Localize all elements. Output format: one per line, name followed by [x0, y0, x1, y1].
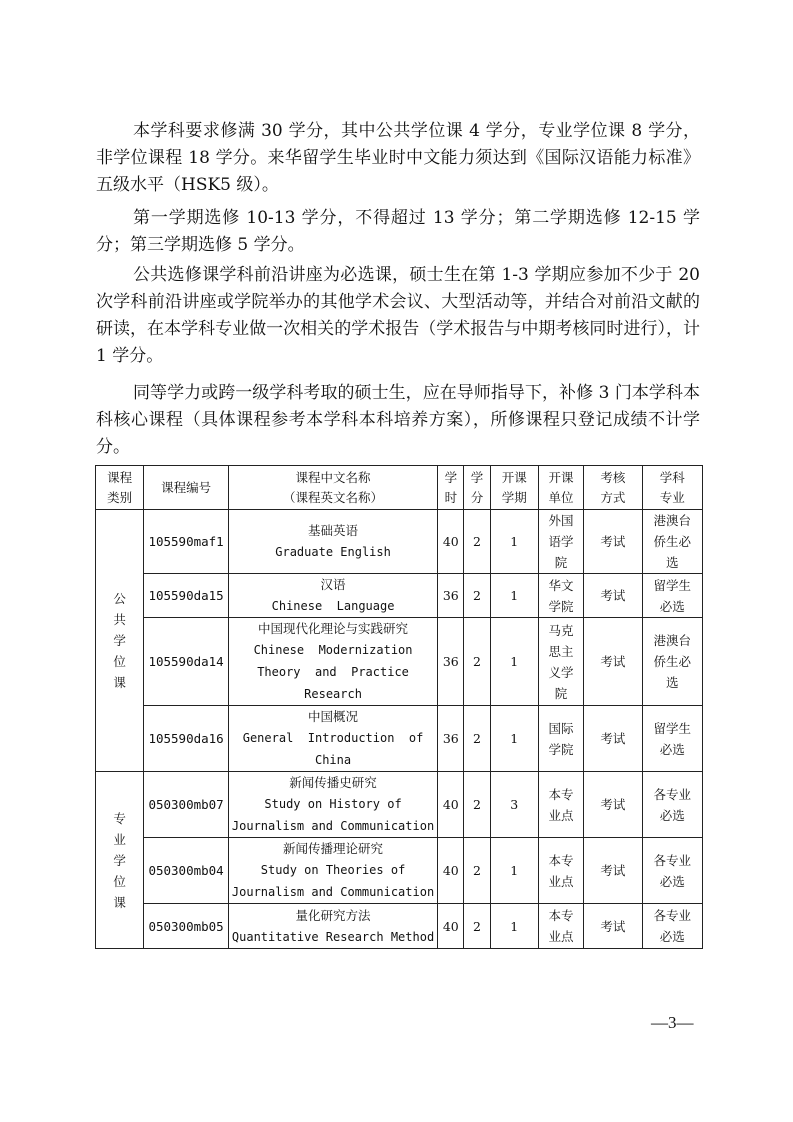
course-major: 留学生 必选 — [642, 574, 702, 618]
course-major: 留学生 必选 — [642, 706, 702, 772]
header-name: 课程中文名称 （课程英文名称） — [228, 466, 437, 510]
course-hours: 40 — [438, 838, 464, 904]
course-name: 新闻传播史研究 Study on History of Journalism and Communication — [228, 772, 437, 838]
table-header-row — [96, 466, 703, 510]
course-unit: 本专 业点 — [538, 772, 583, 838]
header-exam: 考核 方式 — [584, 466, 642, 510]
course-term: 1 — [490, 618, 538, 706]
course-code: 050300mb05 — [144, 904, 229, 949]
header-major: 学科 专业 — [642, 466, 702, 510]
course-term: 1 — [490, 904, 538, 949]
course-unit: 本专 业点 — [538, 838, 583, 904]
paragraph-credit-requirements: 本学科要求修满 30 学分，其中公共学位课 4 学分，专业学位课 8 学分，非学位课程 18 学分。来华留学生毕业时中文能力须达到《国际汉语能力标准》五级水平（HSK5 级）。 — [96, 121, 700, 195]
course-code: 050300mb07 — [144, 772, 229, 838]
course-code: 050300mb04 — [144, 838, 229, 904]
header-unit: 开课 单位 — [538, 466, 583, 510]
header-hours: 学 时 — [438, 466, 464, 510]
course-hours: 40 — [438, 904, 464, 949]
paragraph-lectures: 公共选修课学科前沿讲座为必选课，硕士生在第 1-3 学期应参加不少于 20 次学科前沿讲座或学院举办的其他学术会议、大型活动等，并结合对前沿文献的研读，在本学科专业做一次相关的学术报告（学术报告与中期考核同时进行），计 1 学分。 — [96, 265, 700, 366]
course-credits: 2 — [464, 618, 490, 706]
course-term: 3 — [490, 772, 538, 838]
course-major: 各专业 必选 — [642, 838, 702, 904]
course-code: 105590da15 — [144, 574, 229, 618]
course-hours: 36 — [438, 574, 464, 618]
category-professional-degree: 专 业 学 位 课 — [96, 772, 144, 949]
course-name: 基础英语 Graduate English — [228, 510, 437, 574]
course-major: 各专业 必选 — [642, 904, 702, 949]
paragraph-term-credits: 第一学期选修 10-13 学分，不得超过 13 学分；第二学期选修 12-15 学分；第三学期选修 5 学分。 — [96, 208, 700, 255]
table-row — [96, 510, 703, 574]
course-name: 中国现代化理论与实践研究 Chinese Modernization Theory and Practice Research — [228, 618, 437, 706]
header-term: 开课 学期 — [490, 466, 538, 510]
course-credits: 2 — [464, 838, 490, 904]
course-credits: 2 — [464, 904, 490, 949]
course-code: 105590da14 — [144, 618, 229, 706]
page-number: —3— — [651, 1013, 694, 1032]
course-term: 1 — [490, 706, 538, 772]
course-credits: 2 — [464, 706, 490, 772]
course-hours: 40 — [438, 510, 464, 574]
course-exam: 考试 — [584, 772, 642, 838]
course-hours: 36 — [438, 618, 464, 706]
course-credits: 2 — [464, 772, 490, 838]
header-code: 课程编号 — [144, 466, 229, 510]
course-unit: 外国 语学 院 — [538, 510, 583, 574]
course-term: 1 — [490, 510, 538, 574]
course-unit: 本专 业点 — [538, 904, 583, 949]
course-exam: 考试 — [584, 838, 642, 904]
header-category: 课程 类别 — [96, 466, 144, 510]
table-row — [96, 574, 703, 618]
table-row — [96, 618, 703, 706]
course-major: 港澳台 侨生必 选 — [642, 618, 702, 706]
course-exam: 考试 — [584, 904, 642, 949]
course-name: 量化研究方法 Quantitative Research Method — [228, 904, 437, 949]
course-hours: 36 — [438, 706, 464, 772]
table-row — [96, 706, 703, 772]
table-row — [96, 838, 703, 904]
table-row — [96, 904, 703, 949]
course-table — [95, 465, 703, 949]
course-term: 1 — [490, 838, 538, 904]
table-row — [96, 772, 703, 838]
paragraph-supplementary-courses: 同等学力或跨一级学科考取的硕士生，应在导师指导下，补修 3 门本学科本科核心课程（具体课程参考本学科本科培养方案），所修课程只登记成绩不计学分。 — [96, 383, 700, 457]
course-credits: 2 — [464, 574, 490, 618]
course-unit: 华文 学院 — [538, 574, 583, 618]
course-unit: 马克 思主 义学 院 — [538, 618, 583, 706]
course-name: 汉语 Chinese Language — [228, 574, 437, 618]
course-unit: 国际 学院 — [538, 706, 583, 772]
course-exam: 考试 — [584, 706, 642, 772]
course-exam: 考试 — [584, 574, 642, 618]
course-major: 各专业 必选 — [642, 772, 702, 838]
course-name: 新闻传播理论研究 Study on Theories of Journalism and Communication — [228, 838, 437, 904]
course-major: 港澳台 侨生必 选 — [642, 510, 702, 574]
category-public-degree: 公 共 学 位 课 — [96, 510, 144, 772]
course-exam: 考试 — [584, 510, 642, 574]
course-hours: 40 — [438, 772, 464, 838]
course-term: 1 — [490, 574, 538, 618]
course-code: 105590maf1 — [144, 510, 229, 574]
course-credits: 2 — [464, 510, 490, 574]
header-credits: 学 分 — [464, 466, 490, 510]
course-exam: 考试 — [584, 618, 642, 706]
course-name: 中国概况 General Introduction of China — [228, 706, 437, 772]
course-code: 105590da16 — [144, 706, 229, 772]
